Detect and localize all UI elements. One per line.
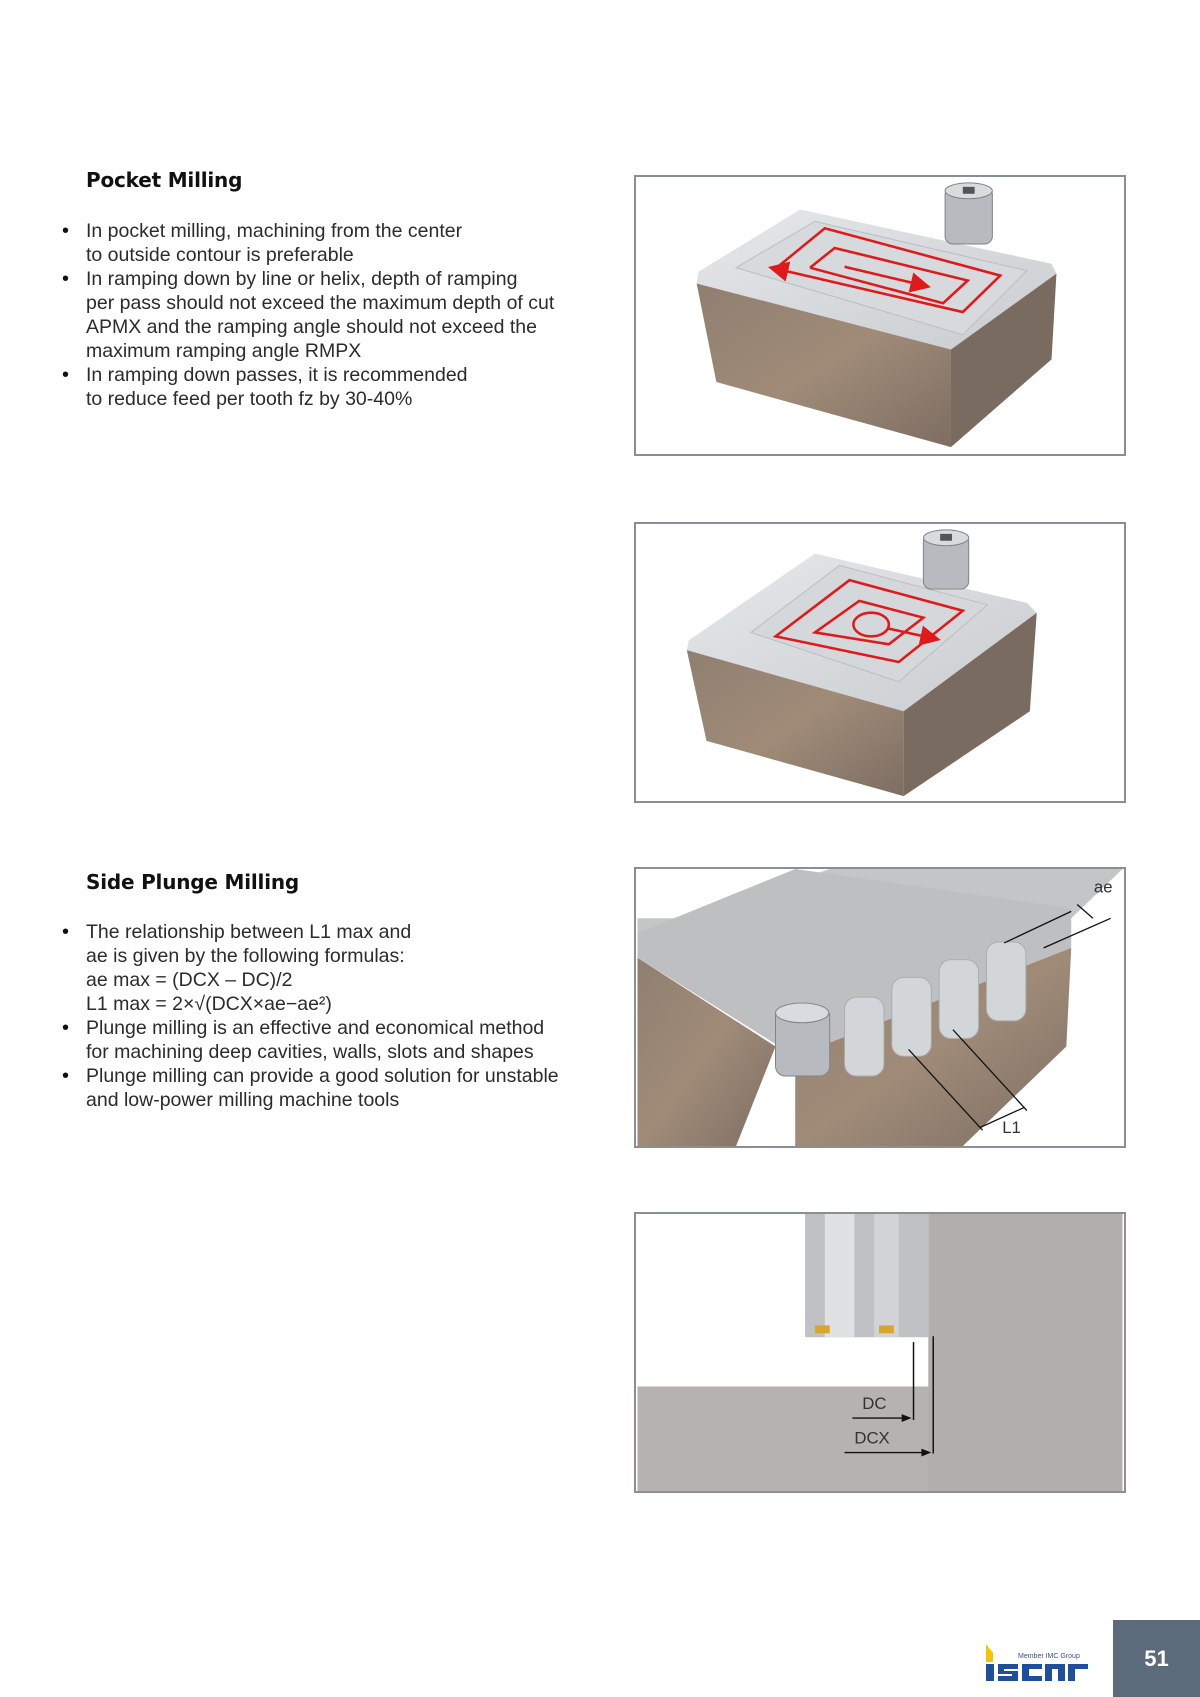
section-title-side-plunge-milling: Side Plunge Milling bbox=[86, 870, 300, 894]
milling-cutter-icon bbox=[923, 530, 968, 589]
square-pocket-illustration bbox=[636, 524, 1124, 801]
bullet-text: • In ramping down passes, it is recommended bbox=[86, 364, 468, 386]
figure-square-pocket bbox=[634, 522, 1126, 803]
figure-rectangular-pocket bbox=[634, 175, 1126, 456]
side-plunge-bullets bbox=[60, 920, 580, 1112]
bullet-item bbox=[60, 267, 580, 363]
bullet-text: ae is given by the following formulas: bbox=[86, 945, 405, 967]
bullet-text: • In pocket milling, machining from the center bbox=[86, 220, 463, 242]
page-number-text: 51 bbox=[1144, 1645, 1169, 1671]
label-ae: ae bbox=[1093, 877, 1113, 897]
iscar-logo bbox=[982, 1640, 1092, 1685]
label-l1: L1 bbox=[1002, 1118, 1021, 1138]
label-dcx: DCX bbox=[854, 1428, 890, 1448]
figure-plunge-cutter-diameters bbox=[634, 1212, 1126, 1493]
bullet-item bbox=[60, 1064, 580, 1112]
bullet-text: to reduce feed per tooth fz by 30-40% bbox=[86, 388, 413, 410]
bullet-text: maximum ramping angle RMPX bbox=[86, 340, 362, 362]
milling-cutter-icon bbox=[776, 1003, 830, 1076]
figure-plunge-milling-block bbox=[634, 867, 1126, 1148]
formula-l1-max: L1 max = 2×√(DCX×ae−ae²) bbox=[86, 993, 332, 1015]
bullet-text: to outside contour is preferable bbox=[86, 244, 354, 266]
rectangular-pocket-illustration bbox=[636, 177, 1124, 454]
bullet-text: • Plunge milling can provide a good solution for unstable bbox=[86, 1065, 559, 1087]
pocket-milling-bullets bbox=[60, 219, 580, 411]
label-dc: DC bbox=[862, 1394, 887, 1414]
plunge-block-illustration bbox=[636, 869, 1124, 1146]
formula-ae-max: ae max = (DCX – DC)/2 bbox=[86, 969, 293, 991]
bullet-text: APMX and the ramping angle should not exceed the bbox=[86, 316, 537, 338]
bullet-text: • The relationship between L1 max and bbox=[86, 921, 412, 943]
page-number bbox=[1113, 1620, 1200, 1697]
milling-cutter-icon bbox=[945, 183, 992, 244]
bullet-item bbox=[60, 219, 580, 267]
bullet-item bbox=[60, 920, 580, 1016]
logo-tagline: Member IMC Group bbox=[1018, 1653, 1080, 1660]
bullet-text: • Plunge milling is an effective and economical method bbox=[86, 1017, 545, 1039]
cutter-diameter-illustration bbox=[636, 1214, 1124, 1491]
bullet-text: and low-power milling machine tools bbox=[86, 1089, 400, 1111]
bullet-text: • In ramping down by line or helix, depth of ramping bbox=[86, 268, 518, 290]
bullet-text: for machining deep cavities, walls, slots and shapes bbox=[86, 1041, 534, 1063]
bullet-item bbox=[60, 1016, 580, 1064]
section-title-pocket-milling: Pocket Milling bbox=[86, 168, 243, 192]
milling-cutter-icon bbox=[805, 1214, 928, 1337]
bullet-item bbox=[60, 363, 580, 411]
bullet-text: per pass should not exceed the maximum depth of cut bbox=[86, 292, 555, 314]
